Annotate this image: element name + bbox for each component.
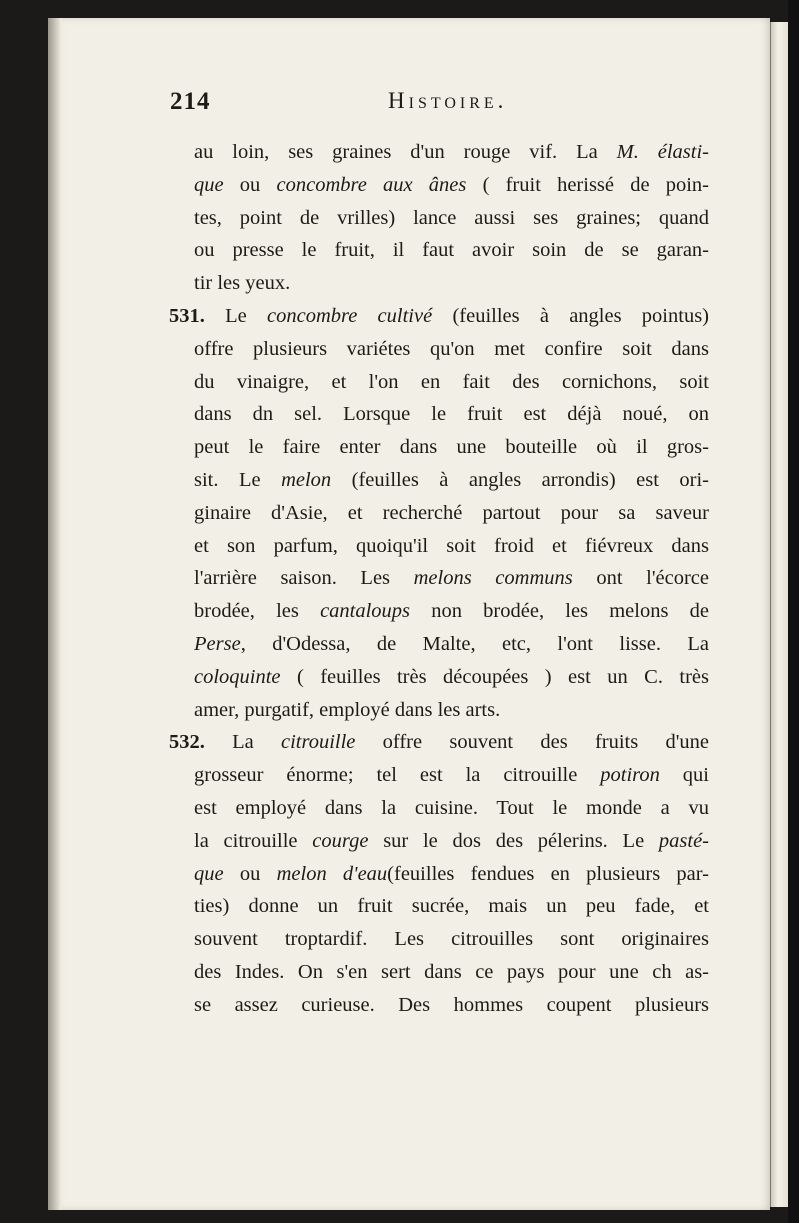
text-line (169, 923, 709, 956)
text-line (169, 234, 709, 267)
text-span: Le (225, 304, 267, 327)
text-span: souvent troptardif. Les citrouilles sont originaires (194, 928, 709, 951)
text-span: ginaire d'Asie, et recherché partout pour sa saveur (194, 501, 709, 524)
page-edge-right (770, 22, 789, 1207)
text-line (169, 694, 709, 727)
text-line (169, 497, 709, 530)
text-line (169, 825, 709, 858)
text-span: concombre aux ânes (276, 173, 467, 196)
text-span: , d'Odessa, de Malte, etc, l'ont lisse. La (240, 632, 709, 655)
text-line (169, 792, 709, 825)
background-right (788, 0, 799, 1223)
paragraph-number: 531. (169, 304, 226, 327)
text-line (169, 989, 709, 1022)
text-line (169, 595, 709, 628)
text-line (169, 398, 709, 431)
text-span: melon (281, 468, 332, 491)
text-span: melons communs (413, 567, 573, 590)
text-line (169, 169, 709, 202)
text-span: coloquinte (194, 665, 281, 688)
text-span: des Indes. On s'en sert dans ce pays pour une ch as- (194, 960, 709, 983)
text-span: M. élasti- (616, 141, 709, 163)
text-span: dans dn sel. Lorsque le fruit est déjà noué, on (194, 403, 709, 426)
page-gutter (48, 18, 62, 1210)
text-span: se assez curieuse. Des hommes coupent plusieurs (194, 993, 709, 1016)
text-span: potiron (600, 764, 660, 787)
text-span: concombre cultivé (267, 304, 433, 327)
text-span: (feuilles à angles pointus) (432, 304, 710, 327)
text-line (169, 136, 709, 169)
text-span: que (194, 862, 224, 885)
text-line (169, 202, 709, 235)
text-span: la citrouille (194, 829, 313, 852)
page-body-text (169, 136, 709, 1022)
text-span: que (194, 173, 224, 196)
page-header (170, 88, 550, 122)
text-span: l'arrière saison. Les (194, 567, 414, 590)
text-span: offre plusieurs variétes qu'on met confire soit dans (194, 337, 709, 360)
text-span: au loin, ses graines d'un rouge vif. La (194, 141, 617, 163)
text-span: sur le dos des pélerins. Le (368, 829, 659, 852)
text-span: peut le faire enter dans une bouteille où il gros- (194, 436, 709, 459)
text-span: ( feuilles très découpées ) est un C. très (280, 665, 709, 688)
text-span: cantaloups (320, 600, 411, 623)
text-span: (feuilles à angles arrondis) est ori- (331, 468, 709, 491)
text-span: non brodée, les melons de (410, 600, 709, 623)
text-line (169, 956, 709, 989)
paragraph-number: 532. (169, 731, 233, 754)
text-span: amer, purgatif, employé dans les arts. (194, 698, 501, 721)
text-line (169, 726, 709, 759)
text-span: brodée, les (194, 600, 321, 623)
text-line (169, 890, 709, 923)
text-span: est employé dans la cuisine. Tout le monde a vu (194, 796, 709, 819)
text-span: offre souvent des fruits d'une (355, 731, 710, 754)
text-span: tir les yeux. (194, 272, 291, 295)
text-line (169, 759, 709, 792)
page-number: 214 (170, 88, 211, 115)
text-span: du vinaigre, et l'on en fait des cornichons, soit (194, 370, 709, 393)
running-title: Histoire. (388, 88, 508, 113)
text-line (169, 628, 709, 661)
text-line (169, 464, 709, 497)
text-span: ou (223, 862, 277, 885)
text-span: ou presse le fruit, il faut avoir soin de se garan- (194, 239, 709, 262)
text-span: citrouille (281, 731, 356, 754)
text-span: pasté- (658, 829, 710, 852)
text-line (169, 530, 709, 563)
text-span: courge (312, 829, 369, 852)
text-span: tes, point de vrilles) lance aussi ses graines; quand (194, 206, 709, 229)
text-span: et son parfum, quoiqu'il soit froid et fiévreux dans (194, 534, 709, 557)
text-line (169, 333, 709, 366)
text-span: (feuilles fendues en plusieurs par- (387, 862, 709, 885)
text-span: ou (223, 173, 277, 196)
text-span: melon d'eau (276, 862, 388, 885)
text-line (169, 300, 709, 333)
text-span: La (232, 731, 281, 754)
text-span: ont l'écorce (572, 567, 709, 590)
text-line (169, 661, 709, 694)
text-span: sit. Le (194, 468, 282, 491)
text-span: Perse (194, 632, 241, 655)
text-span: qui (659, 764, 709, 787)
text-line (169, 366, 709, 399)
text-line (169, 562, 709, 595)
text-span: ties) donne un fruit sucrée, mais un peu fade, et (194, 895, 709, 918)
text-span: ( fruit herissé de poin- (466, 173, 710, 196)
text-line (169, 431, 709, 464)
text-span: grosseur énorme; tel est la citrouille (194, 764, 601, 787)
text-line (169, 858, 709, 891)
text-line (169, 267, 709, 300)
